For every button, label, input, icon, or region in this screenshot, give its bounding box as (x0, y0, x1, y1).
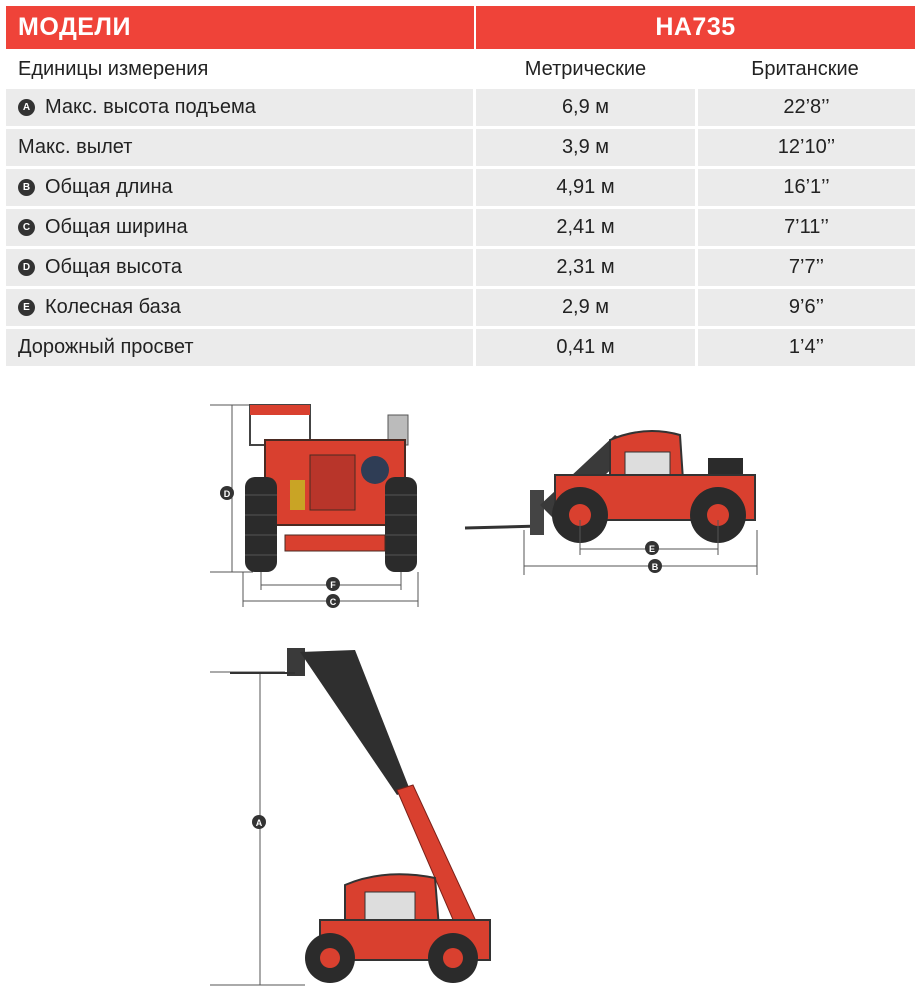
lift-height-diagram (205, 640, 505, 990)
marker-f (326, 577, 340, 591)
marker-a (252, 815, 266, 829)
row-imperial: 7’7’’ (698, 249, 915, 286)
marker-e (645, 541, 659, 555)
row-label: Общая ширина (45, 216, 188, 238)
units-imperial: Британские (695, 49, 915, 89)
svg-text:E: E (648, 544, 656, 554)
table-header (6, 6, 915, 49)
row-label: Макс. высота подъема (45, 96, 256, 118)
right-wheel (385, 477, 417, 572)
spec-table (6, 6, 915, 369)
svg-text:D: D (223, 489, 231, 499)
row-metric: 2,41 м (476, 209, 698, 246)
table-row-overall-length (6, 169, 915, 206)
forks (465, 526, 540, 528)
svg-text:B: B (651, 562, 659, 572)
marker-e-badge: E (18, 299, 35, 316)
left-wheel (245, 477, 277, 572)
table-row-wheelbase (6, 289, 915, 326)
marker-b-badge: B (18, 179, 35, 196)
svg-text:A: A (255, 818, 263, 828)
svg-text:F: F (330, 580, 336, 590)
row-imperial: 12’10’’ (698, 129, 915, 166)
row-metric: 3,9 м (476, 129, 698, 166)
header-models: МОДЕЛИ (6, 6, 476, 49)
boom-upper (300, 650, 410, 795)
row-imperial: 1’4’’ (698, 329, 915, 366)
table-row-ground-clearance (6, 329, 915, 366)
side-view-diagram (460, 420, 770, 580)
units-metric: Метрические (476, 49, 695, 89)
row-imperial: 22’8’’ (698, 89, 915, 126)
row-metric: 4,91 м (476, 169, 698, 206)
table-row-max-lift-height (6, 89, 915, 126)
marker-a-badge: A (18, 99, 35, 116)
row-imperial: 16’1’’ (698, 169, 915, 206)
header-model-name: HA735 (655, 13, 736, 41)
row-metric: 6,9 м (476, 89, 698, 126)
table-row-overall-width (6, 209, 915, 246)
front-view-diagram (205, 395, 425, 615)
row-label: Колесная база (45, 296, 181, 318)
marker-d-badge: D (18, 259, 35, 276)
svg-text:C: C (329, 597, 337, 607)
marker-c-badge: C (18, 219, 35, 236)
row-label: Макс. вылет (18, 136, 133, 158)
units-label: Единицы измерения (6, 49, 476, 89)
row-imperial: 9’6’’ (698, 289, 915, 326)
row-metric: 2,9 м (476, 289, 698, 326)
row-label: Общая длина (45, 176, 173, 198)
row-label: Дорожный просвет (18, 336, 194, 358)
table-row-max-reach (6, 129, 915, 166)
marker-d (220, 486, 234, 500)
table-row-overall-height (6, 249, 915, 286)
row-metric: 0,41 м (476, 329, 698, 366)
row-metric: 2,31 м (476, 249, 698, 286)
row-imperial: 7’11’’ (698, 209, 915, 246)
marker-b (648, 559, 662, 573)
marker-c (326, 594, 340, 608)
units-row (6, 49, 915, 89)
row-label: Общая высота (45, 256, 182, 278)
